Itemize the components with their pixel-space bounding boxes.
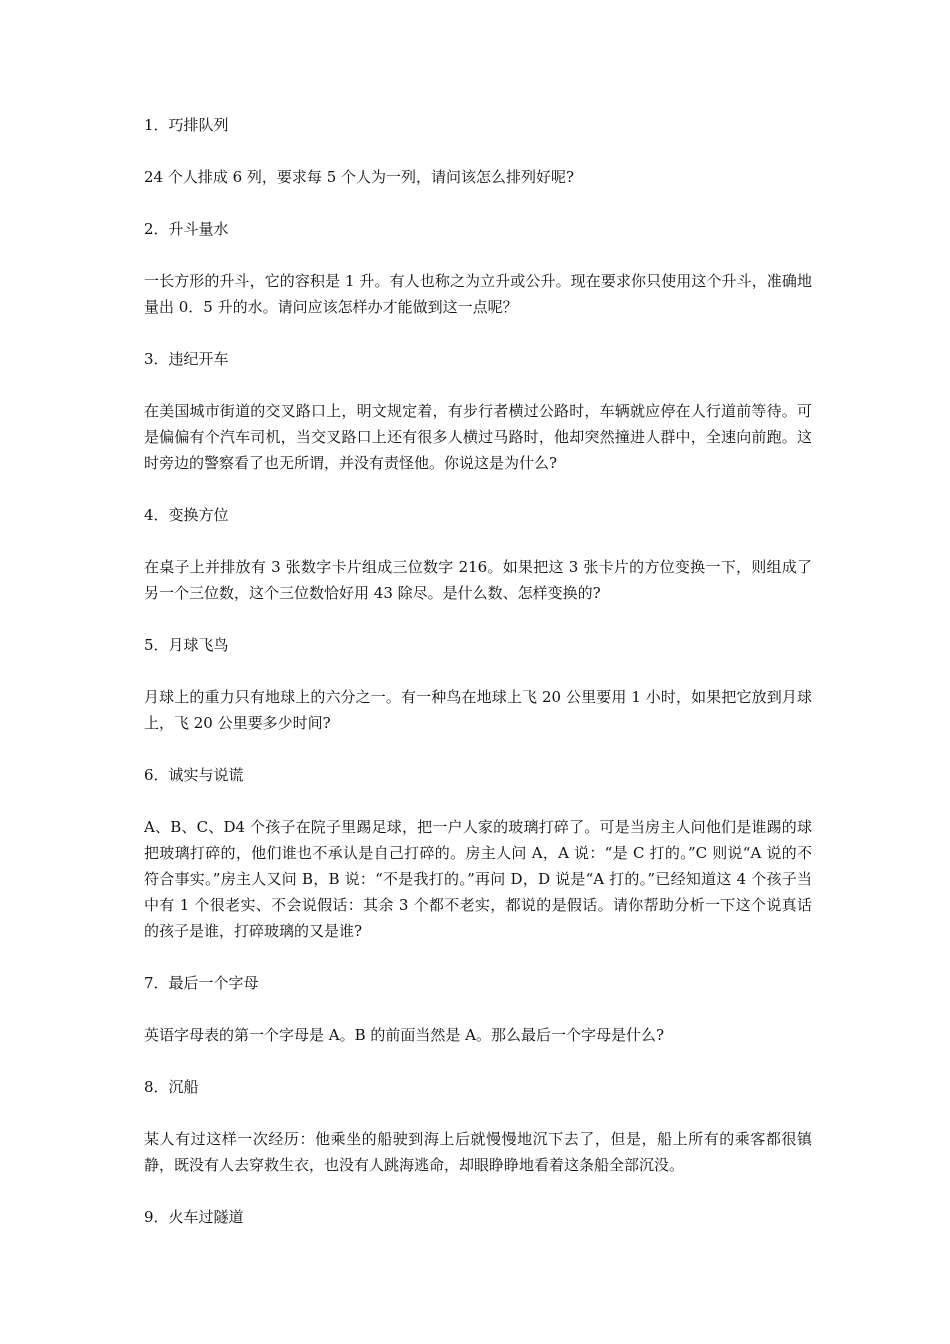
section-8-text: 某人有过这样一次经历：他乘坐的船驶到海上后就慢慢地沉下去了，但是，船上所有的乘客都很镇静，既没有人去穿救生衣，也没有人跳海逃命，却眼睁睁地看着这条船全部沉没。 [144, 1130, 812, 1174]
section-6-text: A、B、C、D4 个孩子在院子里踢足球，把一户人家的玻璃打碎了。可是当房主人问他们是谁踢的球把玻璃打碎的，他们谁也不承认是自己打碎的。房主人问 A，A 说：“是 C 打的。”C 则说“A 说的不符合事实。”房主人又问 B，B 说：“不是我打的。”再问 D，D 说是“A 打的。”已经知道这 4 个孩子当中有 1 个很老实、不会说假话：其余 3 个都不老实，都说的是假话。请你帮助分析一下这个说真话的孩子是谁，打碎玻璃的又是谁? [144, 818, 812, 940]
section-5-text: 月球上的重力只有地球上的六分之一。有一种鸟在地球上飞 20 公里要用 1 小时，如果把它放到月球上，飞 20 公里要多少时间? [144, 688, 812, 732]
section-3-heading: 3．违纪开车 [144, 350, 229, 368]
section-3-text: 在美国城市街道的交叉路口上，明文规定着，有步行者横过公路时，车辆就应停在人行道前等待。可是偏偏有个汽车司机，当交叉路口上还有很多人横过马路时，他却突然撞进人群中，全速向前跑。这时旁边的警察看了也无所谓，并没有责怪他。你说这是为什么? [144, 402, 812, 472]
section-7-heading: 7．最后一个字母 [144, 974, 259, 992]
section-2-text: 一长方形的升斗，它的容积是 1 升。有人也称之为立升或公升。现在要求你只使用这个升斗，准确地量出 0．5 升的水。请问应该怎样办才能做到这一点呢？ [144, 272, 812, 316]
section-4-text: 在桌子上并排放有 3 张数字卡片组成三位数字 216。如果把这 3 张卡片的方位变换一下，则组成了另一个三位数，这个三位数恰好用 43 除尽。是什么数、怎样变换的? [144, 558, 812, 602]
section-2-heading: 2．升斗量水 [144, 220, 229, 238]
section-8-heading: 8．沉船 [144, 1078, 199, 1096]
section-5-heading: 5．月球飞鸟 [144, 636, 229, 654]
section-1-heading: 1．巧排队列 [144, 116, 229, 134]
section-9-heading: 9．火车过隧道 [144, 1208, 244, 1226]
document-page [144, 112, 812, 1256]
section-6-heading: 6．诚实与说谎 [144, 766, 244, 784]
section-4-heading: 4．变换方位 [144, 506, 229, 524]
section-7-text: 英语字母表的第一个字母是 A。B 的前面当然是 A。那么最后一个字母是什么? [144, 1026, 665, 1044]
section-1-text: 24 个人排成 6 列，要求每 5 个人为一列，请问该怎么排列好呢? [144, 168, 575, 186]
